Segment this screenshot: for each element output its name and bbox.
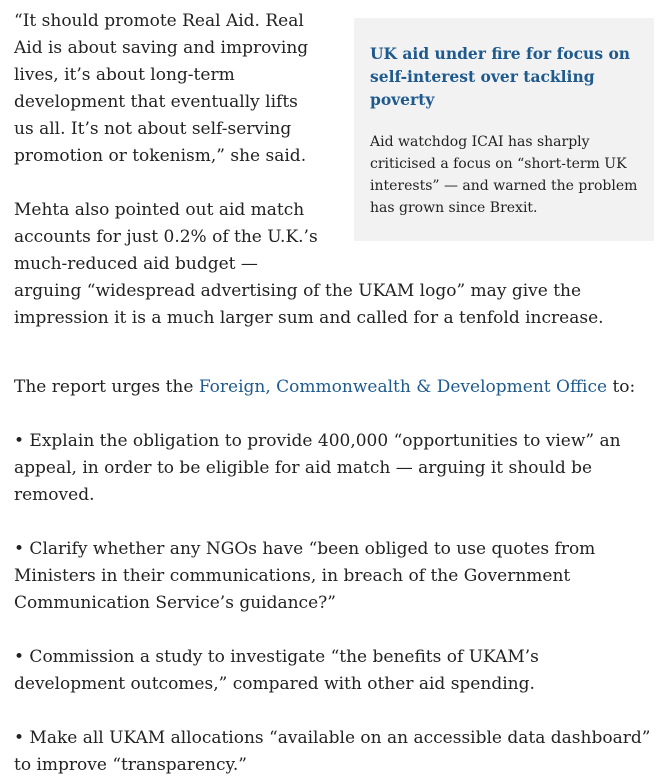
- bullet-item-4: • Make all UKAM allocations “available on an accessible data dashboard” to improve “transparency.”: [14, 728, 651, 775]
- fcdo-link[interactable]: Foreign, Commonwealth & Development Office: [198, 377, 608, 397]
- bullet-item-3: • Commission a study to investigate “the benefits of UKAM’s development outcomes,” compared with other aid spending.: [14, 647, 539, 694]
- related-article-card[interactable]: [354, 18, 654, 241]
- article-body: [14, 8, 654, 779]
- related-article-title[interactable]: UK aid under fire for focus on self-interest over tackling poverty: [370, 44, 631, 109]
- bullet-item-1: • Explain the obligation to provide 400,000 “opportunities to view” an appeal, in order to be eligible for aid match — arguing it should be removed.: [14, 431, 621, 505]
- mehta-paragraph: Mehta also pointed out aid match accounts for just 0.2% of the U.K.’s much-reduced aid budget — arguing “widespread advertising of the UKAM logo” may give the impression it is a much larger sum and called for a tenfold increase.: [14, 200, 604, 328]
- report-intro-suffix: to:: [607, 377, 636, 397]
- bullet-item-2: • Clarify whether any NGOs have “been obliged to use quotes from Ministers in their communications, in breach of the Government Communication Service’s guidance?”: [14, 539, 596, 613]
- related-article-summary: Aid watchdog ICAI has sharply criticised a focus on “short-term UK interests” — and warned the problem has grown since Brexit.: [370, 134, 638, 216]
- quote-paragraph: “It should promote Real Aid. Real Aid is about saving and improving lives, it’s about long-term development that eventually lifts us all. It’s not about self-serving promotion or tokenism,” she said.: [14, 11, 309, 166]
- report-intro-prefix: The report urges the: [14, 377, 199, 397]
- report-intro-paragraph: [14, 374, 654, 401]
